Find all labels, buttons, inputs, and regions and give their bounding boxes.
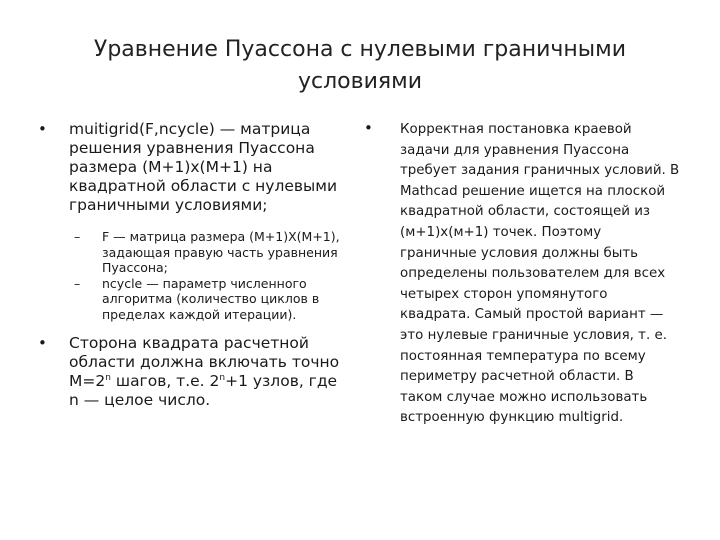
left-column [30, 120, 350, 410]
slide-title: Уравнение Пуассона с нулевыми граничными условиями [93, 37, 627, 94]
sub-item-text: ncycle — параметр численного алгоритма (количество циклов в пределах каждой итерации). [102, 275, 320, 322]
superscript-n: n [219, 373, 226, 383]
bullet-text: Корректная постановка краевой задачи для уравнения Пуассона требует задания граничных условий. В Mathcad решение ищется на плоской квадратной области, состоящей из (м+1)х(м+1) точек. Поэтому граничные условия должны быть определены пользователем для всех четырех сторон упомянутого квадрата. Самый простой вариант — это нулевые граничные условия, т. е. постоянная температура по всему периметру расчетной области. В таком случае можно использовать встроенную функцию multigrid. [400, 122, 680, 426]
dash-marker: – [74, 229, 81, 244]
bullet-text-part: шагов, т.е. 2 [110, 372, 220, 390]
sub-item-f [30, 229, 350, 276]
bullet-text: muitigrid(F,ncycle) — матрица решения уравнения Пуассона размера (М+1)х(М+1) на квадратной области с нулевыми граничными условиями; [69, 120, 338, 214]
sub-item-ncycle [30, 276, 350, 323]
bullet-dot: • [364, 119, 373, 137]
sub-item-text: F — матрица размера (M+1)X(M+1), задающая правую часть уравнения Пуассона; [102, 229, 340, 275]
bullet-square-side [30, 334, 350, 410]
right-column [360, 120, 680, 429]
bullet-boundary-conditions [360, 120, 680, 429]
dash-marker: – [74, 275, 81, 291]
bullet-text-part: +1 узлов, где n — целое число. [69, 372, 338, 409]
bullet-multigrid-description [30, 120, 350, 215]
bullet-dot: • [38, 120, 47, 138]
bullet-text-part: Сторона квадрата расчетной области должна включать точно М=2 [69, 334, 340, 390]
superscript-n: n [105, 373, 111, 383]
bullet-dot: • [38, 334, 47, 352]
